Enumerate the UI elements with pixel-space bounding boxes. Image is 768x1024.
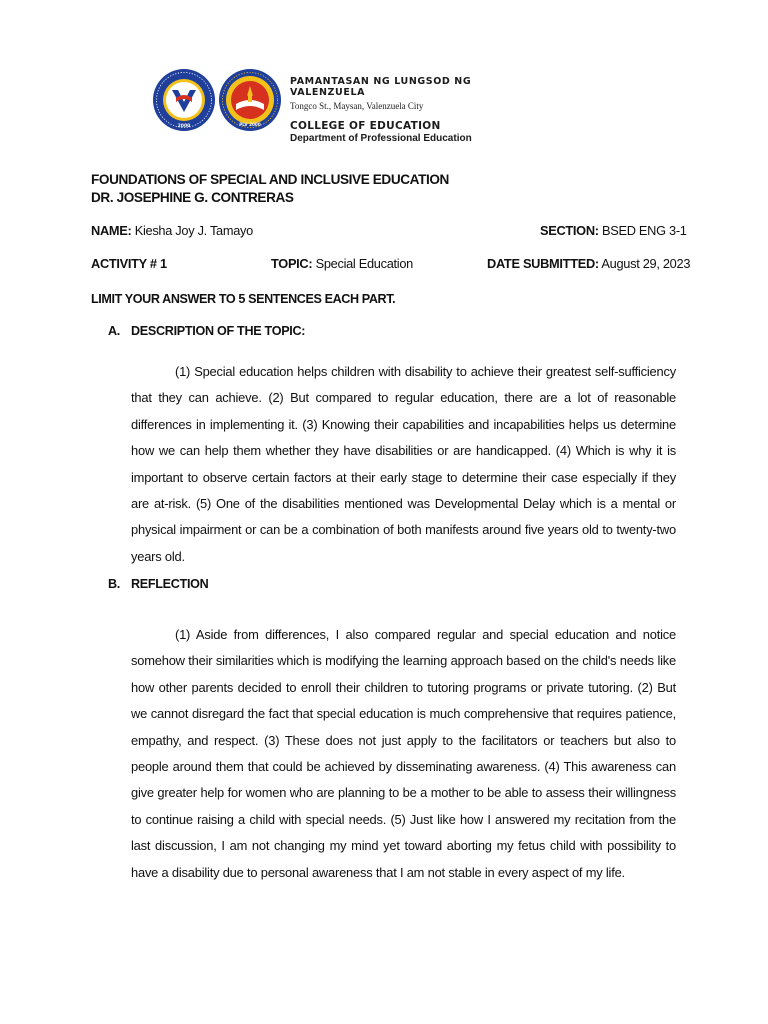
topic-value: Special Education bbox=[315, 256, 413, 271]
section-b-body: (1) Aside from differences, I also compared regular and special education and notice somehow their similarities which is modifying the learning approach based on the child's needs like how other parents decided to enroll their children to tutoring programs or private tutoring. (2) But we cannot disregard the fact that special education is much comprehensive that requires patience, empathy, and respect. (3) These does not just apply to the facilitators or teachers but also to people around them that could be achieved by disseminating awareness. (4) This awareness can give greater help for women who are planning to be a mother to be able to assess their willingness to continue raising a child with special needs. (5) Just like how I answered my recitation from the last discussion, I am not changing my mind yet toward aborting my fetus child with possibility to have a disability due to personal awareness that I am not stable in every aspect of my life. bbox=[131, 627, 676, 880]
date-value: August 29, 2023 bbox=[601, 256, 691, 271]
university-name: PAMANTASAN NG LUNGSOD NG VALENZUELA bbox=[290, 76, 472, 98]
section-value: BSED ENG 3-1 bbox=[602, 223, 687, 238]
topic-label: TOPIC: bbox=[271, 256, 313, 271]
letterhead bbox=[148, 62, 548, 152]
college-name: COLLEGE OF EDUCATION bbox=[290, 120, 441, 132]
name-row bbox=[91, 223, 253, 238]
seal-right-year: PLV 2000 bbox=[239, 122, 261, 127]
name-value: Kiesha Joy J. Tamayo bbox=[134, 223, 253, 238]
college-of-education-seal-icon bbox=[218, 68, 282, 132]
date-label: DATE SUBMITTED: bbox=[487, 256, 599, 271]
section-a-title: DESCRIPTION OF THE TOPIC: bbox=[131, 324, 306, 338]
section-label: SECTION: bbox=[540, 223, 599, 238]
section-row bbox=[540, 223, 687, 238]
name-label: NAME: bbox=[91, 223, 132, 238]
section-a-letter: A. bbox=[108, 324, 120, 338]
section-b-heading bbox=[108, 577, 208, 591]
topic-row bbox=[271, 256, 413, 271]
letterhead-text bbox=[290, 76, 548, 144]
department-name: Department of Professional Education bbox=[290, 133, 472, 144]
activity-row bbox=[91, 256, 167, 271]
course-title: FOUNDATIONS OF SPECIAL AND INCLUSIVE EDUCATION bbox=[91, 172, 449, 187]
section-a-body: (1) Special education helps children with disability to achieve their greatest self-sufficiency that they can achieve. (2) But compared to regular education, there are a lot of reasonable differences in implementing it. (3) Knowing their capabilities and incapabilities helps us determine how we can help them whether they have disabilities or are handicapped. (4) Which is why it is important to observe certain factors at their early stage to determine their case especially if they are at-risk. (5) One of the disabilities mentioned was Developmental Delay which is a mental or physical impairment or can be a combination of both manifests around five years old to twenty-two years old. bbox=[131, 364, 676, 564]
section-b-title: REFLECTION bbox=[131, 577, 209, 591]
university-seal-icon bbox=[152, 68, 216, 132]
university-address: Tongco St., Maysan, Valenzuela City bbox=[290, 101, 424, 111]
section-b-letter: B. bbox=[108, 577, 120, 591]
section-a-heading bbox=[108, 324, 305, 338]
activity-label: ACTIVITY # 1 bbox=[91, 256, 167, 271]
course-header bbox=[91, 171, 449, 207]
instruction-text: LIMIT YOUR ANSWER TO 5 SENTENCES EACH PART. bbox=[91, 292, 396, 306]
instructor-name: DR. JOSEPHINE G. CONTRERAS bbox=[91, 190, 294, 205]
date-row bbox=[487, 256, 690, 271]
seal-left-year: 2000 bbox=[177, 124, 191, 129]
